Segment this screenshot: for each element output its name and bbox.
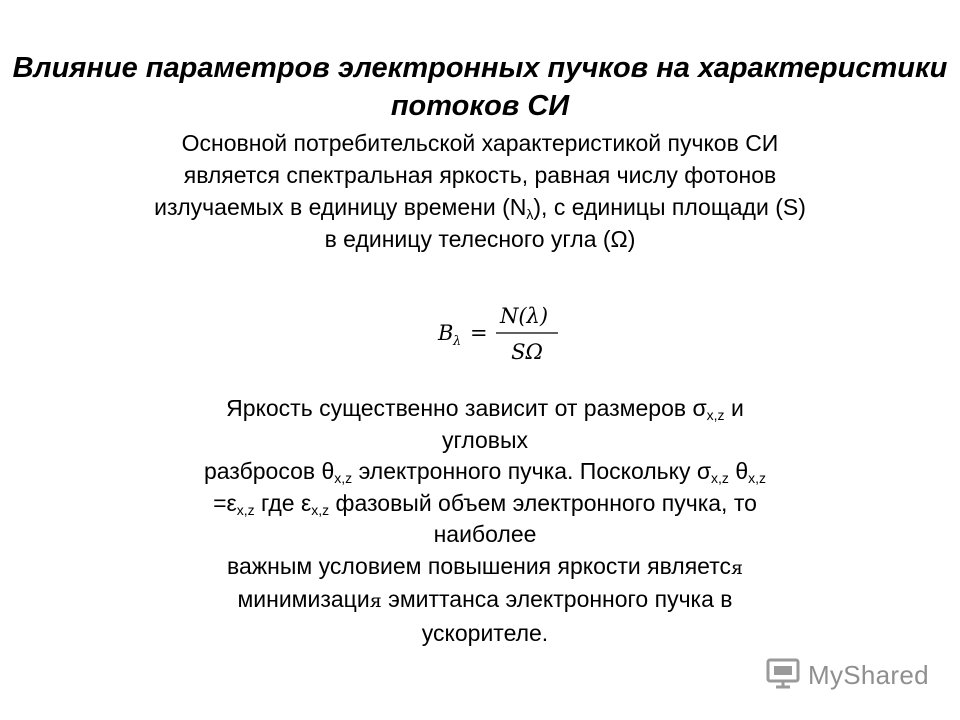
formula-svg (436, 296, 566, 366)
body-line-6-a: важным условием повышения яркости являетс (227, 552, 731, 579)
intro-line-1: Основной потребительской характеристикой пучков СИ (181, 130, 779, 156)
body-line-1-a: Яркость существенно зависит от размеров σ (226, 395, 707, 421)
body-line-2: угловых (441, 426, 529, 453)
myshared-watermark[interactable] (766, 655, 929, 695)
body-line-1 (100, 393, 870, 425)
lambda-subscript: λ (526, 206, 534, 222)
body-line-5: наиболее (433, 521, 537, 547)
intro-paragraph (70, 127, 890, 255)
formula-denominator: SΩ (511, 340, 543, 364)
body-line-4-a: =ε (213, 489, 237, 516)
sigma-subscript: x,z (706, 407, 725, 423)
intro-line-3-text-b: ), с единицы площади (S) (533, 194, 806, 220)
body-line-7-a: минимизаци (237, 586, 370, 612)
theta-subscript: x,z (334, 470, 353, 486)
intro-line-3 (70, 191, 890, 223)
body-line-8: ускорителе. (421, 619, 549, 646)
body-line-3 (100, 456, 870, 488)
intro-line-4: в единицу телесного угла (Ω) (324, 226, 636, 252)
title-line-1: Влияние параметров электронных пучков на характеристики (12, 52, 948, 84)
body-line-3-a: разбросов θ (203, 458, 335, 484)
epsilon-subscript-2: x,z (311, 501, 330, 518)
formula-equals: = (470, 321, 488, 345)
body-line-3-c: θ (728, 458, 749, 484)
body-line-4-b: где ε (254, 489, 312, 516)
formula-numerator: N(λ) (499, 304, 549, 328)
theta-subscript-2: x,z (748, 470, 767, 486)
body-line-1-b: и (724, 395, 744, 421)
epsilon-subscript: x,z (236, 501, 255, 518)
body-line-7 (100, 584, 870, 618)
body-line-6 (100, 551, 870, 585)
formula-lhs: B (438, 321, 454, 345)
body-line-7-ya: я (369, 590, 382, 612)
body-line-7-b: эмиттанса электронного пучка в (381, 586, 733, 612)
body-line-6-ya: я (730, 556, 743, 579)
slide-title (0, 49, 960, 125)
intro-line-2: является спектральная яркость, равная числу фотонов (183, 162, 777, 188)
sigma-subscript-2: x,z (711, 470, 729, 486)
brightness-formula (436, 296, 566, 366)
body-line-4-c: фазовый объем электронного пучка, то (329, 489, 757, 516)
body-line-3-b: электронного пучка. Поскольку σ (352, 458, 712, 484)
body-line-4 (100, 488, 870, 520)
watermark-text: MyShared (808, 659, 929, 690)
slideshow-icon (766, 657, 802, 694)
intro-line-3-text-a: излучаемых в единицу времени (N (154, 194, 527, 220)
emittance-paragraph (100, 393, 870, 649)
formula-lhs-subscript: λ (453, 334, 462, 349)
title-line-2: потоков СИ (390, 90, 570, 122)
